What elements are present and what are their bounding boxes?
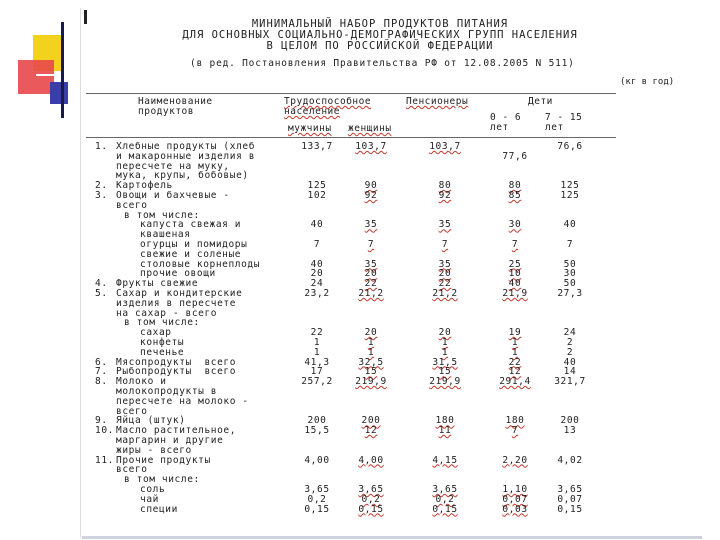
cell-value: 291,4 <box>499 376 531 388</box>
cell-value: 1 <box>441 346 449 358</box>
cell-value: 1 <box>441 337 449 348</box>
page-marker <box>84 10 87 24</box>
cell-value: 125 <box>307 180 327 192</box>
cell-value: 1 <box>313 337 321 348</box>
cell-value: 1 <box>367 346 375 358</box>
table-row <box>0 317 720 327</box>
table-row <box>0 298 720 308</box>
table-row <box>0 219 720 229</box>
header-name: Наименование продуктов <box>138 96 213 117</box>
table-row <box>0 210 720 220</box>
cell-value: 20 <box>364 327 378 339</box>
cell-value: 4,15 <box>432 454 458 466</box>
cell-value: 2,20 <box>502 454 528 466</box>
cell-value: 200 <box>307 415 327 427</box>
cell-value: 1 <box>511 346 519 358</box>
cell-value: 10 <box>508 268 522 280</box>
cell-value: 12 <box>364 425 378 437</box>
cell-value: 102 <box>307 190 327 201</box>
cell-value: 76,6 <box>557 141 583 152</box>
row-label: специи <box>140 503 178 515</box>
table-row <box>0 396 720 406</box>
title-line-1: МИНИМАЛЬНЫЙ НАБОР ПРОДУКТОВ ПИТАНИЯ <box>251 18 509 30</box>
cell-value: 21,2 <box>432 288 458 299</box>
row-number: 2. <box>95 180 108 192</box>
row-label: и макаронные изделия в <box>116 150 256 162</box>
cell-value: 24 <box>310 278 324 290</box>
row-number: 5. <box>95 288 108 299</box>
cell-value: 35 <box>364 258 378 270</box>
cell-value: 92 <box>438 190 452 201</box>
row-label: конфеты <box>140 337 185 348</box>
cell-value: 30 <box>508 219 522 231</box>
cell-value: 7 <box>367 239 375 250</box>
table-header-rule <box>86 137 616 138</box>
cell-value: 7 <box>511 239 519 250</box>
row-label: прочие овощи <box>140 268 216 280</box>
cell-value: 0,03 <box>502 503 528 515</box>
cell-value: 20 <box>364 268 378 280</box>
row-label: в том числе: <box>124 474 200 486</box>
cell-value: 77,6 <box>502 150 528 162</box>
cell-value: 22 <box>310 327 324 339</box>
table-row <box>0 435 720 445</box>
table-row <box>0 180 720 190</box>
table-row <box>0 268 720 278</box>
cell-value: 0,2 <box>307 493 327 505</box>
table-row <box>0 357 720 367</box>
cell-value: 80 <box>438 180 452 192</box>
row-number: 8. <box>95 376 108 388</box>
cell-value: 0,15 <box>358 503 384 515</box>
row-number: 1. <box>95 141 108 152</box>
row-label: квашеная <box>140 229 191 241</box>
header-working: Трудоспособное население <box>284 96 372 117</box>
cell-value: 40 <box>508 278 522 290</box>
cell-value: 7 <box>441 239 449 250</box>
cell-value: 133,7 <box>301 141 333 152</box>
cell-value: 7 <box>511 425 519 437</box>
table-row <box>0 151 720 161</box>
title-line-3: В ЦЕЛОМ ПО РОССИЙСКОЙ ФЕДЕРАЦИИ <box>266 40 494 52</box>
cell-value: 20 <box>438 268 452 280</box>
cell-value: 219,9 <box>429 376 461 388</box>
cell-value: 3,65 <box>432 484 458 495</box>
cell-value: 23,2 <box>304 288 330 299</box>
cell-value: 103,7 <box>429 141 461 152</box>
row-label: чай <box>140 493 159 505</box>
table-row <box>0 376 720 386</box>
row-label: Картофель <box>116 180 173 192</box>
cell-value: 200 <box>361 415 381 427</box>
row-number: 9. <box>95 415 108 427</box>
decor-red-square <box>18 60 54 94</box>
cell-value: 1 <box>511 337 519 348</box>
table-row <box>0 259 720 269</box>
cell-value: 2 <box>566 337 574 348</box>
row-label: Молоко и <box>116 376 167 388</box>
cell-value: 200 <box>560 415 580 427</box>
cell-value: 35 <box>438 258 452 270</box>
header-children: Дети <box>528 96 553 107</box>
table-row <box>0 327 720 337</box>
cell-value: 103,7 <box>355 141 387 152</box>
row-number: 3. <box>95 190 108 201</box>
table-row <box>0 239 720 249</box>
cell-value: 14 <box>563 366 577 378</box>
row-label: капуста свежая и <box>140 219 242 231</box>
header-women: женщины <box>348 123 392 134</box>
cell-value: 92 <box>364 190 378 201</box>
table-row <box>0 249 720 259</box>
table-row <box>0 288 720 298</box>
cell-value: 17 <box>310 366 324 378</box>
cell-value: 321,7 <box>554 376 586 388</box>
cell-value: 0,07 <box>502 493 528 505</box>
row-label: на сахар - всего <box>116 307 218 319</box>
row-number: 11. <box>95 454 114 466</box>
table-row <box>0 474 720 484</box>
decor-cross-horizontal <box>36 74 78 76</box>
row-label: пересчете на муку, <box>116 160 230 172</box>
cell-value: 32,5 <box>358 356 384 368</box>
table-row <box>0 170 720 180</box>
cell-value: 40 <box>310 258 324 270</box>
cell-value: 50 <box>563 278 577 290</box>
row-label: жиры - всего <box>116 444 192 456</box>
cell-value: 15,5 <box>304 425 330 437</box>
table-row <box>0 386 720 396</box>
row-label: Масло растительное, <box>116 425 237 437</box>
table-row <box>0 141 720 151</box>
cell-value: 1 <box>313 346 321 358</box>
cell-value: 125 <box>560 190 580 201</box>
cell-value: 21,9 <box>502 288 528 299</box>
cell-value: 27,3 <box>557 288 583 299</box>
table-top-rule <box>86 93 616 94</box>
row-label: маргарин и другие <box>116 435 224 446</box>
table-row <box>0 484 720 494</box>
table-row <box>0 415 720 425</box>
table-row <box>0 337 720 347</box>
cell-value: 2 <box>566 346 574 358</box>
cell-value: 31,5 <box>432 356 458 368</box>
cell-value: 180 <box>505 415 525 427</box>
cell-value: 4,02 <box>557 454 583 466</box>
header-age-1: 0 - 6 лет <box>490 112 522 133</box>
bottom-divider <box>82 536 702 539</box>
cell-value: 1 <box>367 337 375 348</box>
row-label: всего <box>116 464 148 476</box>
table-row <box>0 494 720 504</box>
cell-value: 21,2 <box>358 288 384 299</box>
cell-value: 41,3 <box>304 356 330 368</box>
cell-value: 22 <box>364 278 378 290</box>
row-label: столовые корнеплоды <box>140 258 261 270</box>
row-label: Сахар и кондитерские <box>116 288 243 299</box>
cell-value: 257,2 <box>301 376 333 388</box>
cell-value: 50 <box>563 258 577 270</box>
row-number: 7. <box>95 366 108 378</box>
table-row <box>0 278 720 288</box>
row-label: Прочие продукты <box>116 454 211 466</box>
cell-value: 3,65 <box>304 484 330 495</box>
table-row <box>0 229 720 239</box>
header-men: мужчины <box>288 123 332 134</box>
cell-value: 15 <box>364 366 378 378</box>
cell-value: 3,65 <box>358 484 384 495</box>
cell-value: 35 <box>364 219 378 231</box>
cell-value: 30 <box>563 268 577 280</box>
cell-value: 0,15 <box>304 503 330 515</box>
cell-value: 13 <box>563 425 577 437</box>
cell-value: 22 <box>438 278 452 290</box>
table-row <box>0 366 720 376</box>
cell-value: 0,07 <box>557 493 583 505</box>
cell-value: 15 <box>438 366 452 378</box>
row-label: соль <box>140 484 166 495</box>
cell-value: 20 <box>310 268 324 280</box>
cell-value: 7 <box>313 239 321 250</box>
decor-blue-square <box>50 82 68 104</box>
row-label: Фрукты свежие <box>116 278 199 290</box>
header-age-2: 7 - 15 лет <box>545 112 583 133</box>
row-number: 10. <box>95 425 114 437</box>
cell-value: 40 <box>310 219 324 231</box>
table-row <box>0 464 720 474</box>
cell-value: 40 <box>563 356 577 368</box>
cell-value: 90 <box>364 180 378 192</box>
cell-value: 7 <box>566 239 574 250</box>
cell-value: 25 <box>508 258 522 270</box>
row-label: Рыбопродукты всего <box>116 366 237 378</box>
header-pensioners: Пенсионеры <box>406 96 469 107</box>
title-line-2: ДЛЯ ОСНОВНЫХ СОЦИАЛЬНО-ДЕМОГРАФИЧЕСКИХ ГРУПП НАСЕЛЕНИЯ <box>182 29 578 41</box>
cell-value: 12 <box>508 366 522 378</box>
cell-value: 22 <box>508 356 522 368</box>
row-label: мука, крупы, бобовые) <box>116 170 249 182</box>
cell-value: 125 <box>560 180 580 192</box>
cell-value: 0,15 <box>557 503 583 515</box>
table-row <box>0 425 720 435</box>
table-row <box>0 161 720 171</box>
row-number: 4. <box>95 278 108 290</box>
table-row <box>0 190 720 200</box>
row-label: пересчете на молоко - <box>116 395 249 407</box>
subtitle: (в ред. Постановления Правительства РФ от 12.08.2005 N 511) <box>190 58 575 69</box>
table-row <box>0 406 720 416</box>
table-row <box>0 347 720 357</box>
cell-value: 180 <box>435 415 455 427</box>
cell-value: 24 <box>563 327 577 339</box>
cell-value: 35 <box>438 219 452 231</box>
table-row <box>0 455 720 465</box>
row-label: сахар <box>140 327 172 339</box>
cell-value: 1,10 <box>502 484 528 495</box>
row-label: всего <box>116 405 148 417</box>
row-label: огурцы и помидоры <box>140 239 248 250</box>
cell-value: 11 <box>438 425 452 437</box>
cell-value: 3,65 <box>557 484 583 495</box>
row-label: изделия в пересчете <box>116 297 237 309</box>
cell-value: 0,2 <box>361 493 381 505</box>
row-label: в том числе: <box>124 209 200 221</box>
table-row <box>0 200 720 210</box>
unit-label: (кг в год) <box>620 77 675 87</box>
row-label: печенье <box>140 346 185 358</box>
cell-value: 4,00 <box>358 454 384 466</box>
cell-value: 80 <box>508 180 522 192</box>
cell-value: 85 <box>508 190 522 201</box>
row-label: Овощи и бахчевые - <box>116 190 230 201</box>
cell-value: 20 <box>438 327 452 339</box>
row-label: всего <box>116 199 148 211</box>
cell-value: 219,9 <box>355 376 387 388</box>
decor-cross-vertical <box>61 22 64 118</box>
row-label: Мясопродукты всего <box>116 356 237 368</box>
cell-value: 0,2 <box>435 493 455 505</box>
row-label: в том числе: <box>124 317 200 329</box>
cell-value: 19 <box>508 327 522 339</box>
row-label: Яйца (штук) <box>116 415 186 427</box>
table-row <box>0 504 720 514</box>
row-label: молокопродукты в <box>116 386 218 397</box>
cell-value: 0,15 <box>432 503 458 515</box>
cell-value: 4,00 <box>304 454 330 466</box>
row-number: 6. <box>95 356 108 368</box>
cell-value: 40 <box>563 219 577 231</box>
table-row <box>0 308 720 318</box>
table-row <box>0 445 720 455</box>
row-label: Хлебные продукты (хлеб <box>116 141 256 152</box>
row-label: свежие и соленые <box>140 248 242 260</box>
